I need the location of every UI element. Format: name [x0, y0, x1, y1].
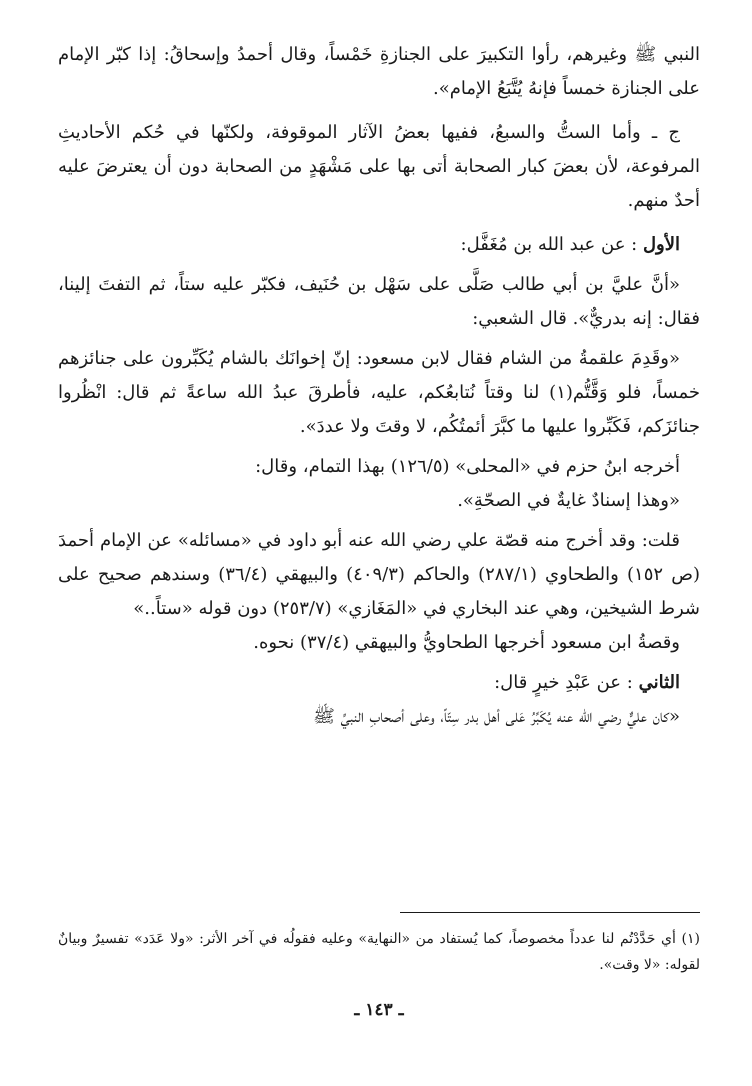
- book-page: [58, 38, 700, 1058]
- footnote-divider: [400, 912, 700, 913]
- second-narration-label: الثاني: [638, 672, 680, 693]
- footnote-1: (١) أي حَدَّدْتُم لنا عدداً مخصوصاً، كما يُستفاد من «النهاية» وعليه فقولُه في آخر الأثر: «ولا عَدَد» تفسيرٌ وبيانٌ لقوله: «لا وقت».: [58, 931, 700, 973]
- first-narration-heading: [58, 228, 700, 262]
- paragraph-alqama-ibn-masud: «وقَدِمَ علقمةُ من الشام فقال لابن مسعود: إنّ إخوانَك بالشام يُكَبِّرون على جنائزهم خمساً، فلو وَقَّتُّم(١) لنا وقتاً نُتابعُكم، عليه، فأطرقَ عبدُ الله ساعةً ثم قال: انْظُروا جنائزَكم، فَكَبِّروا عليها ما كبَّرَ أئمتُكُم، لا وقتَ ولا عددَ».: [58, 348, 701, 437]
- paragraph-ibn-masud-story: وقصةُ ابن مسعود أخرجها الطحاويُّ والبيهقي (٣٧/٤) نحوه.: [253, 632, 680, 653]
- first-narration-source: : عن عبد الله بن مُغَفَّل:: [460, 234, 638, 255]
- second-narration-source: : عن عَبْدِ خيرٍ قال:: [494, 672, 633, 693]
- paragraph-ibn-hazm: أخرجه ابنُ حزم في «المحلى» (١٢٦/٥) بهذا التمام، وقال:: [255, 456, 680, 477]
- first-narration-label: الأول: [642, 234, 680, 255]
- paragraph-ali-badr: «كان عليٌّ رضي الله عنه يُكَبِّرُ عَلى أهل بدر سِتّاً، وعلى أصحابِ النبيِّ ﷺ: [313, 706, 680, 727]
- paragraph-takhrij: قلت: وقد أخرج منه قصّة علي رضي الله عنه أبو داود في «مسائله» عن الإمام أحمدَ (ص ١٥٢) والطحاوي (٢٨٧/١) والحاكم (٤٠٩/٣) والبيهقي (٣٦/٤) وسندهم صحيح على شرط الشيخين، وهي عند البخاري في «المَغَازي» (٢٥٣/٧) دون قوله «ستاً..»: [58, 530, 700, 619]
- paragraph-six-seven-takbirs: ج ـ وأما الستُّ والسبعُ، ففيها بعضُ الآثار الموقوفة، ولكنّها في حُكم الأحاديثِ المرفوعة، لأن بعضَ كبار الصحابة أتى بها على مَشْهَدٍ من الصحابة دون أن يعترضَ عليه أحدٌ منهم.: [58, 122, 700, 211]
- paragraph-continuation: النبي ﷺ وغيرهم، رأوا التكبيرَ على الجنازةِ خَمْساً، وقال أحمدُ وإسحاقُ: إذا كبّر الإمام على الجنازة خمساً فإنهُ يُتَّبَعُ الإمام».: [58, 44, 700, 99]
- paragraph-ali-sahl: «أنَّ عليَّ بن أبي طالب صَلَّى على سَهْل بن حُنَيف، فكبّر عليه ستاً، ثم التفتَ إلينا، فقال: إنه بدريٌّ». قال الشعبي:: [58, 274, 700, 329]
- paragraph-isnad-quote: «وهذا إسنادٌ غايةٌ في الصحّةِ».: [457, 490, 680, 511]
- page-number: ـ ١٤٣ ـ: [354, 1000, 404, 1020]
- second-narration-heading: [58, 666, 700, 700]
